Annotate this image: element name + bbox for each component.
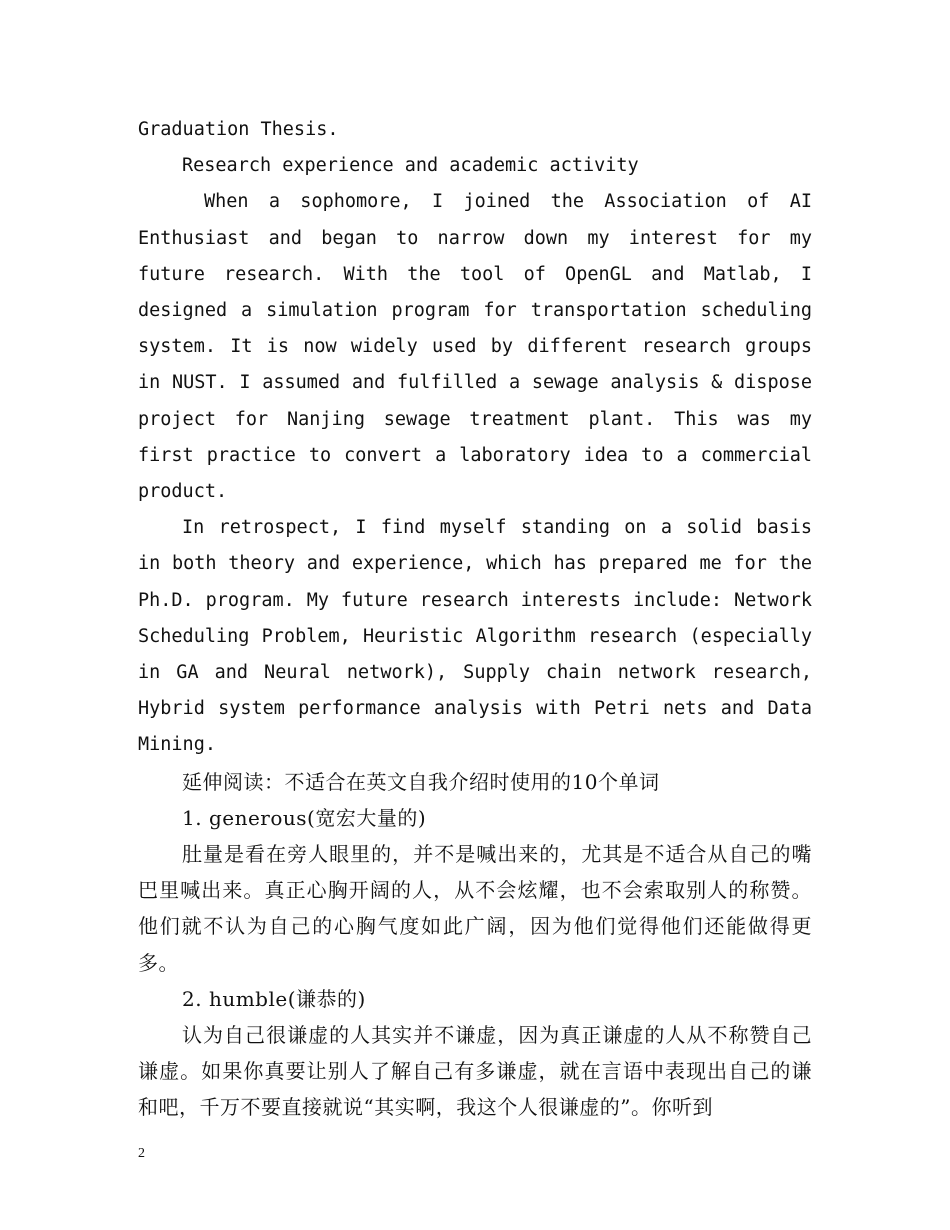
extended-reading-heading: 延伸阅读：不适合在英文自我介绍时使用的10个单词 bbox=[182, 769, 660, 794]
paragraph-humble: 认为自己很谦虚的人其实并不谦虚，因为真正谦虚的人从不称赞自己谦虚。如果你真要让别人了解自己有多谦虚，就在言语中表现出自己的谦和吧，千万不要直接就说“其实啊，我这个人很谦虚的”。你听到 bbox=[138, 1023, 812, 1120]
paragraph-graduation-thesis: Graduation Thesis. bbox=[138, 119, 339, 140]
page-number: 2 bbox=[138, 1146, 145, 1161]
item-heading-generous: 1. generous(宽宏大量的) bbox=[182, 805, 427, 830]
section-heading-research-experience: Research experience and academic activity bbox=[182, 155, 639, 177]
item-heading-humble: 2. humble(谦恭的) bbox=[182, 986, 366, 1011]
paragraph-retrospect: In retrospect, I find myself standing on a solid basis in both theory and experience, which has prepared me for the Ph.D. program. My future research interests include: Network Scheduling Problem, Heuristic Algorithm research (especially in GA and Neural network), Supply chain network research, Hybrid system performance analysis with Petri nets and Data Mining. bbox=[138, 517, 812, 756]
paragraph-sophomore-research: When a sophomore, I joined the Association of AI Enthusiast and began to narrow down my interest for my future research. With the tool of OpenGL and Matlab, I designed a simulation program for transportation scheduling system. It is now widely used by different research groups in NUST. I assumed and fulfilled a sewage analysis & dispose project for Nanjing sewage treatment plant. This was my first practice to convert a laboratory idea to a commercial product. bbox=[138, 191, 812, 503]
document-body bbox=[138, 112, 812, 1126]
paragraph-generous: 肚量是看在旁人眼里的，并不是喊出来的，尤其是不适合从自己的嘴巴里喊出来。真正心胸开阔的人，从不会炫耀，也不会索取别人的称赞。他们就不认为自己的心胸气度如此广阔，因为他们觉得他们还能做得更多。 bbox=[138, 842, 812, 975]
